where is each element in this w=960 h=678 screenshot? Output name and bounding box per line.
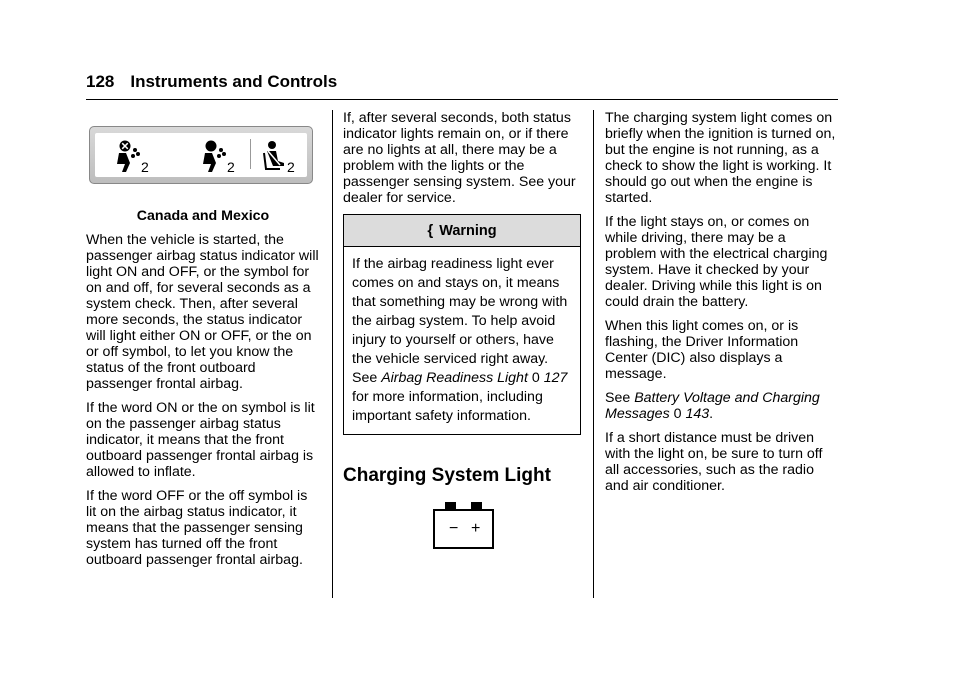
warning-text: for more information, including important safety information.: [352, 389, 543, 424]
see-ref-page[interactable]: 143: [685, 406, 710, 422]
battery-icon: [433, 502, 495, 550]
seatbelt-passenger-icon: [260, 139, 302, 175]
section-heading: Charging System Light: [343, 465, 551, 486]
paragraph-see-reference: [605, 390, 840, 422]
page-number: 128: [86, 72, 115, 91]
see-text: See: [605, 390, 635, 406]
column-2: [343, 110, 581, 487]
paragraph: The charging system light comes on briefly when the ignition is turned on, but the engine is not running, as a check to show the light is working. It should go out when the engine is started.: [605, 110, 836, 206]
column-divider-2: [593, 110, 594, 598]
warning-box: [343, 214, 581, 435]
warning-ref-page[interactable]: 127: [543, 370, 568, 386]
warning-title: Warning: [439, 223, 497, 239]
paragraph: If the light stays on, or comes on while driving, there may be a problem with the electrical charging system. Have it checked by your dealer. Driving while this light is on could drain the battery.: [605, 214, 828, 310]
airbag-icon-digit: 2: [141, 159, 149, 175]
paragraph: If, after several seconds, both status indicator lights remain on, or if there are no lights at all, there may be a problem with the lights or the passenger sensing system. See your dealer for service.: [343, 110, 576, 206]
warning-text: If the airbag readiness light ever comes on and stays on, it means that something may be wrong with the airbag system. To help avoid injury to yourself or others, have the vehicle serviced right away. See: [352, 256, 568, 386]
see-link[interactable]: Battery Voltage and Charging Messages: [605, 390, 820, 422]
airbag-indicator-panel: [89, 126, 313, 184]
indicator-divider: [250, 139, 251, 169]
header-rule: [86, 99, 838, 100]
figure-caption: Canada and Mexico: [136, 208, 270, 224]
page-header: [86, 72, 337, 92]
warning-body: [344, 247, 580, 434]
column-1: [86, 126, 320, 576]
warning-icon: {: [427, 222, 434, 239]
column-divider-1: [332, 110, 333, 598]
warning-header: [344, 215, 580, 247]
reference-arrow-icon: 0: [673, 406, 682, 422]
warning-link[interactable]: Airbag Readiness Light: [381, 370, 528, 386]
paragraph: When the vehicle is started, the passenger airbag status indicator will light ON and OFF, or the symbol for on and off, for several seconds as a system check. Then, after several more seconds, the status indicator will light either ON or OFF, or the on or off symbol, to let you know the status of the front outboard passenger frontal airbag.: [86, 232, 319, 392]
paragraph: If the word OFF or the off symbol is lit on the airbag status indicator, it means that the passenger sensing system has turned off the front outboard passenger frontal airbag.: [86, 488, 308, 568]
paragraph: If the word ON or the on symbol is lit on the passenger airbag status indicator, it means that the front outboard passenger frontal airbag is allowed to inflate.: [86, 400, 315, 480]
airbag-icon-digit: 2: [287, 159, 295, 175]
battery-plus: +: [471, 520, 481, 537]
airbag-icon-digit: 2: [227, 159, 235, 175]
section-title: Instruments and Controls: [130, 72, 338, 91]
paragraph: If a short distance must be driven with the light on, be sure to turn off all accessories, such as the radio and air conditioner.: [605, 430, 823, 494]
airbag-on-icon: [199, 139, 241, 175]
battery-minus: −: [449, 520, 459, 537]
column-3: [605, 110, 840, 502]
reference-arrow-icon: 0: [531, 370, 540, 386]
airbag-off-icon: [113, 139, 155, 175]
paragraph: When this light comes on, or is flashing, the Driver Information Center (DIC) also displays a message.: [605, 318, 799, 382]
see-text: .: [709, 406, 714, 422]
